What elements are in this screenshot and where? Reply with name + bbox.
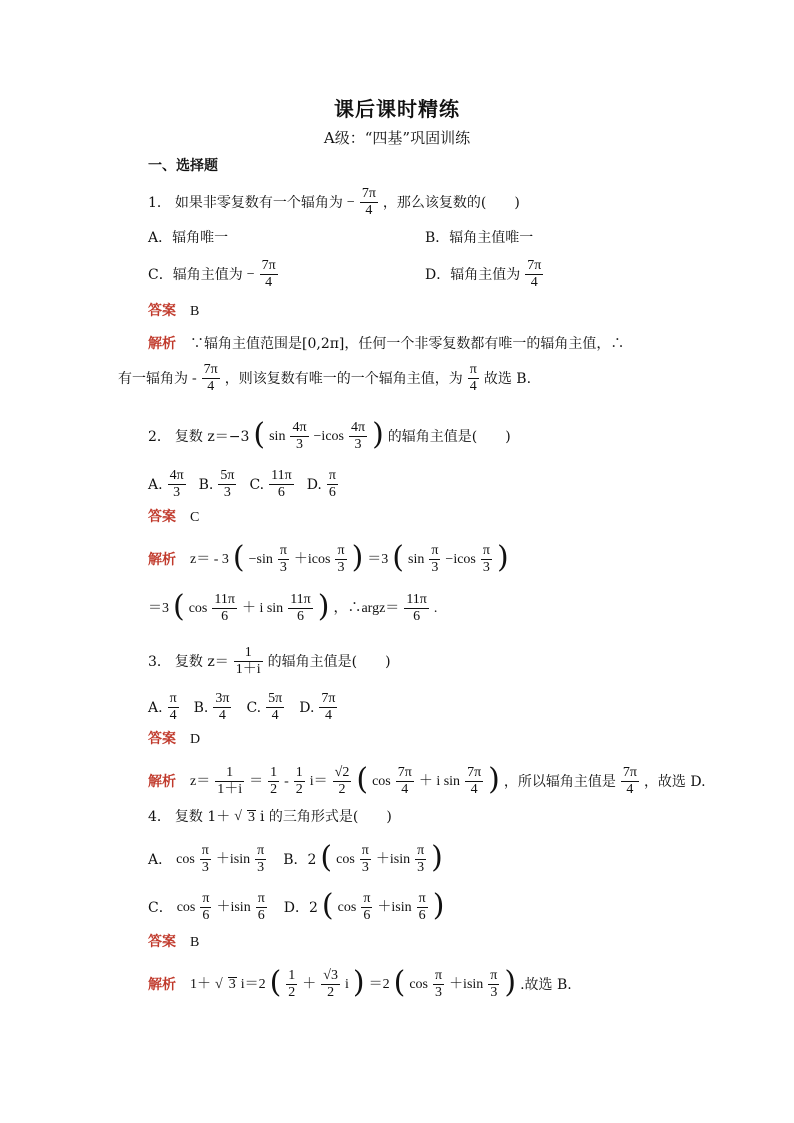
option-d: D．辐角主值为 $\frac{7\pi}{4}$ [425, 258, 542, 290]
option-c: C．辐角主值为 − $\frac{7\pi}{4}$ [148, 258, 276, 290]
section-heading: 一、选择题 [148, 158, 218, 174]
analysis-2-line2: ＝3 ( cos $\frac{11\pi}{6}$ ＋ i sin $\frac{11\pi}{6}$ ) ，∴argz＝ $\frac{11\pi}{6}$ . [148, 588, 438, 624]
question-4-stem: 4． 复数 1＋ √ 3 i 的三角形式是( ) [148, 809, 392, 825]
question-text: 如果非零复数有一个辐角为 [174, 194, 343, 211]
fraction: $\frac{4\pi}{3}$ [350, 420, 366, 452]
fraction: $\frac{7\pi}{4}$ [261, 258, 276, 290]
question-2-stem: 2． 复数 z＝−3 ( sin $\frac{4\pi}{3}$ −icos $\frac{4\pi}{3}$ ) 的辐角主值是( ) [148, 416, 511, 452]
question-number: 1． [148, 194, 171, 211]
page-title: 课后课时精练 [334, 97, 460, 121]
question-3-options: A. $\frac{\pi}{4}$ B. $\frac{3\pi}{4}$ C. $\frac{5\pi}{4}$ D. $\frac{7\pi}{4}$ [148, 691, 336, 723]
answer-3: 答案 D [148, 731, 201, 747]
option-a: A．辐角唯一 [148, 230, 229, 246]
question-3-stem: 3． 复数 z＝ $\frac{1}{1+i}$ 的辐角主值是( ) [148, 645, 391, 677]
analysis-label: 解析 [148, 336, 176, 352]
option-b: B．辐角主值唯一 [425, 230, 534, 246]
question-4-options-cd: C． cos $\frac{\pi}{6}$ ＋isin $\frac{\pi}{6}$ D．2 ( cos $\frac{\pi}{6}$ ＋isin $\frac{\pi}{6}$ ) [148, 887, 445, 923]
analysis-1-line2: 有一辐角为 - $\frac{7\pi}{4}$ ，则该复数有唯一的一个辐角主值，为 $\frac{\pi}{4}$ 故选 B. [118, 362, 532, 394]
question-1-stem: 1． 如果非零复数有一个辐角为 − $\frac{7\pi}{4}$ ，那么该复数的( ) [148, 186, 520, 218]
fraction: $\frac{4\pi}{3}$ [292, 420, 307, 452]
analysis-4: 解析 1＋ √ 3 i＝2 ( $\frac{1}{2}$ ＋ $\frac{√3}{2}$ i ) ＝2 ( cos $\frac{\pi}{3}$ ＋isin $\frac{\pi}{3}$ ) .故选 B. [148, 964, 572, 1000]
question-2-options: A. $\frac{4\pi}{3}$ B. $\frac{5\pi}{3}$ C. $\frac{11\pi}{6}$ D. $\frac{\pi}{6}$ [148, 468, 336, 500]
answer-4: 答案 B [148, 934, 200, 950]
fraction: $\frac{7\pi}{4}$ [361, 186, 376, 218]
fraction: $\frac{7\pi}{4}$ [203, 362, 218, 394]
question-4-options-ab: A． cos $\frac{\pi}{3}$ ＋isin $\frac{\pi}{3}$ B．2 ( cos $\frac{\pi}{3}$ ＋isin $\frac{\pi}{3}$ ) [148, 839, 443, 875]
fraction: $\frac{7\pi}{4}$ [527, 258, 542, 290]
fraction: $\frac{\pi}{4}$ [469, 362, 477, 394]
analysis-3: 解析 z＝ $\frac{1}{1+i}$ ＝ $\frac{1}{2}$ - $\frac{1}{2}$ i＝ $\frac{√2}{2}$ ( cos $\frac{7\pi}{4}$ ＋ i sin $\frac{7\pi}{4}$ ) ，所以辐角主值是 $\frac{7\pi}{4}$ ，故选 D. [148, 761, 706, 797]
analysis-2-line1: 解析 z＝ - 3 ( −sin $\frac{\pi}{3}$ ＋icos $\frac{\pi}{3}$ ) ＝3 ( sin $\frac{\pi}{3}$ −icos $\frac{\pi}{3}$ ) [148, 539, 509, 575]
question-text: ，那么该复数的( ) [382, 194, 520, 211]
answer-label: 答案 [148, 303, 176, 319]
page-subtitle: A级：“四基”巩固训练 [323, 129, 471, 147]
answer-2: 答案 C [148, 509, 200, 525]
answer-1: 答案 B [148, 303, 200, 319]
analysis-1-line1: 解析 ∵辐角主值范围是[0,2π]，任何一个非零复数都有唯一的辐角主值，∴ [148, 336, 625, 352]
